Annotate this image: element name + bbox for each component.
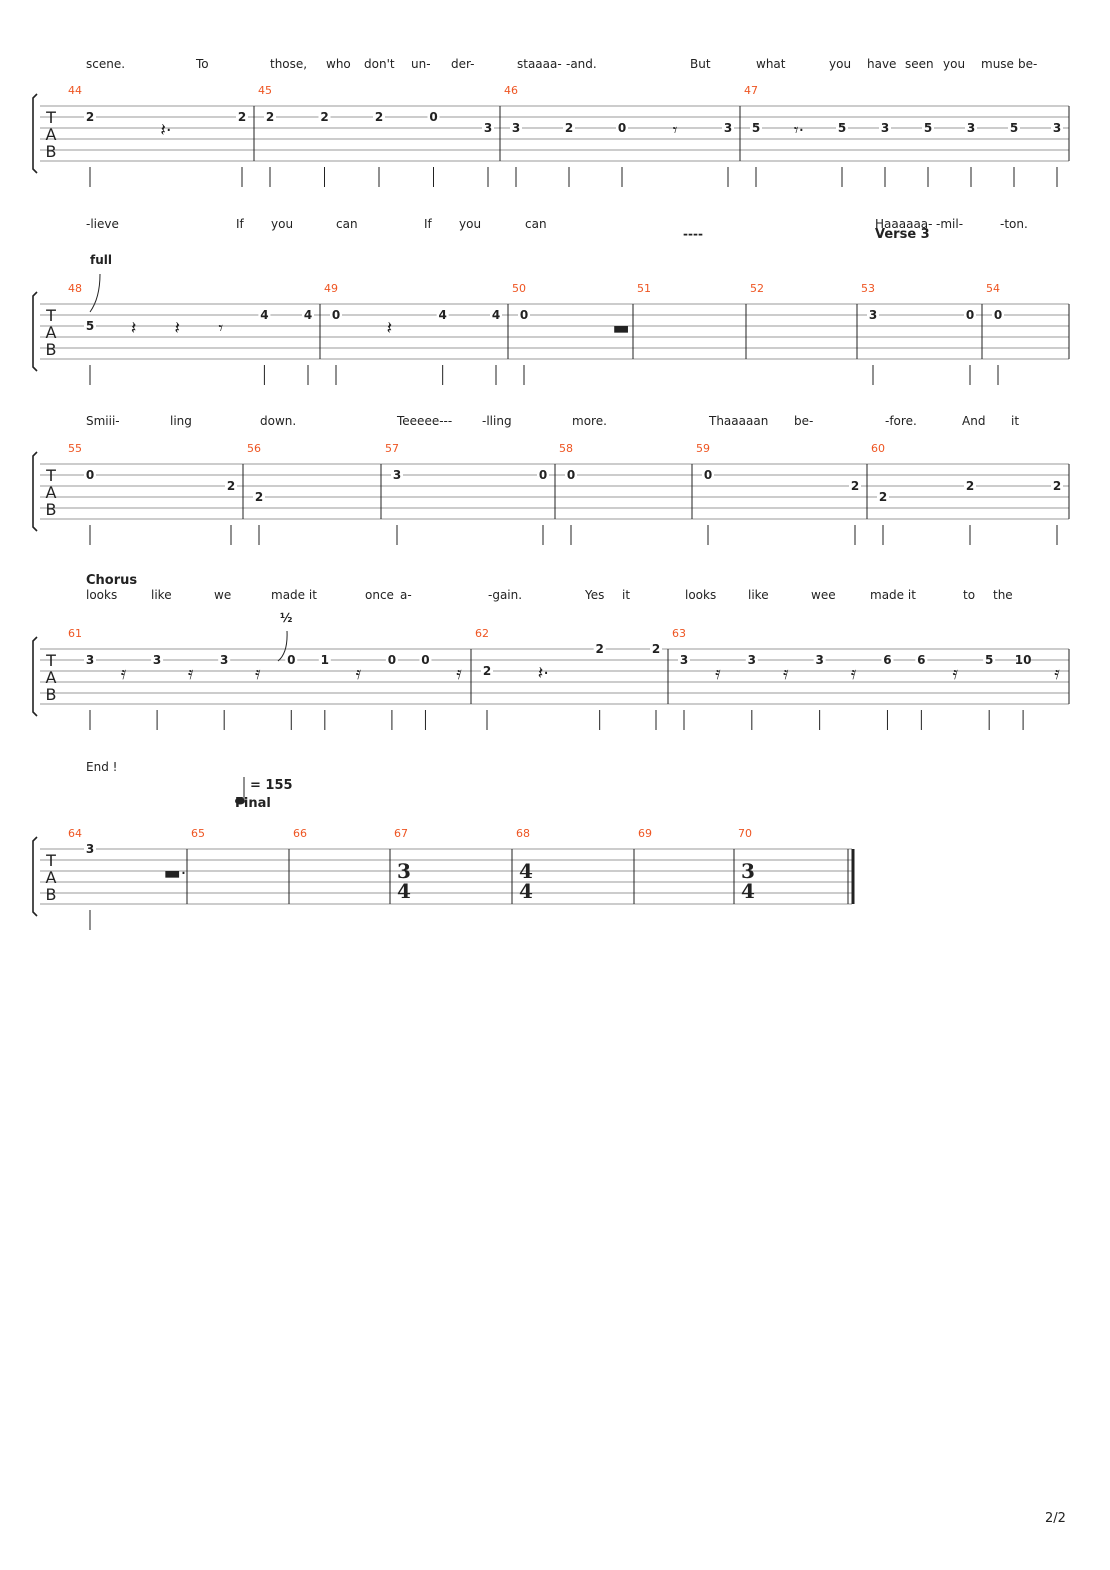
fret-number: 0 xyxy=(331,308,341,322)
fret-number: 2 xyxy=(878,490,888,504)
lyric-syllable: wee xyxy=(811,588,836,602)
lyric-syllable: If xyxy=(424,217,432,231)
lyric-syllable: don't xyxy=(364,57,395,71)
measure-number: 59 xyxy=(696,442,710,455)
measure-number: 44 xyxy=(68,84,82,97)
rest-symbol: ▬ xyxy=(612,318,630,339)
measure-number: 47 xyxy=(744,84,758,97)
lyric-syllable: looks xyxy=(685,588,717,602)
measure-number: 68 xyxy=(516,827,530,840)
lyric-syllable: -and. xyxy=(566,57,597,71)
fret-number: 0 xyxy=(429,110,438,124)
measure-number: 46 xyxy=(504,84,518,97)
time-signature-bottom: 4 xyxy=(397,879,411,903)
measure-number: 49 xyxy=(324,282,338,295)
rest-symbol: 𝄽 xyxy=(174,318,180,339)
rest-symbol: 𝄽· xyxy=(537,663,549,684)
measure-number: 67 xyxy=(394,827,408,840)
bend-label: full xyxy=(90,253,112,267)
staff-bracket xyxy=(33,94,37,173)
rest-symbol: 𝄽· xyxy=(160,120,172,141)
lyric-syllable: But xyxy=(690,57,711,71)
fret-number: 5 xyxy=(923,121,933,135)
fret-number: 4 xyxy=(491,308,501,322)
tab-clef-letter: T xyxy=(46,651,56,670)
fret-number: 3 xyxy=(392,468,402,482)
rest-symbol: 𝄿 xyxy=(1054,663,1060,684)
fret-number: 2 xyxy=(850,479,860,493)
rest-symbol: 𝄾 xyxy=(672,120,678,141)
fret-number: 0 xyxy=(421,653,430,667)
lyric-syllable: staaaa- xyxy=(517,57,562,71)
lyric-syllable: If xyxy=(236,217,244,231)
fret-number: 3 xyxy=(85,842,95,856)
tab-clef-letter: A xyxy=(45,125,57,144)
fret-number: 3 xyxy=(966,121,976,135)
lyric-syllable: you xyxy=(943,57,966,71)
fret-number: 0 xyxy=(85,468,95,482)
rest-symbol: 𝄿 xyxy=(456,663,462,684)
dash-mark: ---- xyxy=(683,227,703,241)
tab-clef-letter: B xyxy=(45,500,57,519)
measure-number: 64 xyxy=(68,827,82,840)
fret-number: 3 xyxy=(483,121,493,135)
fret-number: 2 xyxy=(254,490,264,504)
staff-bracket xyxy=(33,837,37,916)
lyric-syllable: Teeeee--- xyxy=(397,414,453,428)
measure-number: 57 xyxy=(385,442,399,455)
fret-number: 5 xyxy=(837,121,847,135)
section-label: Chorus xyxy=(86,573,138,588)
lyric-syllable: Yes xyxy=(585,588,605,602)
rest-symbol: 𝄿 xyxy=(187,663,194,684)
fret-number: 0 xyxy=(703,468,713,482)
bend-arrow xyxy=(90,274,100,312)
measure-number: 48 xyxy=(68,282,82,295)
fret-number: 2 xyxy=(374,110,384,124)
measure-number: 50 xyxy=(512,282,526,295)
fret-number: 2 xyxy=(237,110,247,124)
rest-symbol: 𝄾· xyxy=(793,120,805,141)
measure-number: 45 xyxy=(258,84,272,97)
fret-number: 0 xyxy=(387,653,397,667)
fret-number: 4 xyxy=(303,308,313,322)
fret-number: 0 xyxy=(287,653,296,667)
fret-number: 5 xyxy=(85,319,95,333)
measure-number: 62 xyxy=(475,627,489,640)
page-number: 2/2 xyxy=(1045,1511,1066,1526)
rest-symbol: 𝄿 xyxy=(254,663,261,684)
lyric-syllable: the xyxy=(993,588,1013,602)
rest-symbol: 𝄾 xyxy=(218,318,224,339)
lyric-syllable: what xyxy=(756,57,786,71)
lyric-syllable: ling xyxy=(170,414,192,428)
measure-number: 56 xyxy=(247,442,261,455)
lyric-syllable: -fore. xyxy=(885,414,917,428)
fret-number: 3 xyxy=(220,653,229,667)
fret-number: 4 xyxy=(438,308,447,322)
fret-number: 5 xyxy=(751,121,761,135)
lyric-syllable: have xyxy=(867,57,897,71)
lyric-syllable: who xyxy=(326,57,351,71)
rest-symbol: 𝄿 xyxy=(850,663,857,684)
lyric-syllable: looks xyxy=(86,588,118,602)
lyric-syllable: seen xyxy=(905,57,934,71)
tab-clef-letter: T xyxy=(46,466,56,485)
fret-number: 5 xyxy=(1009,121,1019,135)
fret-number: 2 xyxy=(226,479,236,493)
measure-number: 53 xyxy=(861,282,875,295)
fret-number: 2 xyxy=(265,110,275,124)
lyric-syllable: it xyxy=(622,588,631,602)
lyric-syllable: be- xyxy=(1018,57,1038,71)
fret-number: 1 xyxy=(320,653,329,667)
measure-number: 63 xyxy=(672,627,686,640)
measure-number: 70 xyxy=(738,827,752,840)
fret-number: 3 xyxy=(747,653,756,667)
rest-symbol: 𝄿 xyxy=(952,663,959,684)
time-signature-top: 3 xyxy=(741,859,755,883)
lyric-syllable: can xyxy=(336,217,358,231)
fret-number: 0 xyxy=(566,468,576,482)
lyric-syllable: And xyxy=(962,414,986,428)
fret-number: 6 xyxy=(917,653,926,667)
rest-symbol: 𝄿 xyxy=(120,663,127,684)
lyric-syllable: Haaaaaa- xyxy=(875,217,933,231)
lyric-syllable: -gain. xyxy=(488,588,523,602)
fret-number: 3 xyxy=(868,308,878,322)
fret-number: 3 xyxy=(85,653,95,667)
lyric-syllable: you xyxy=(271,217,294,231)
measure-number: 55 xyxy=(68,442,82,455)
rest-symbol: 𝄽 xyxy=(386,318,393,339)
lyric-syllable: To xyxy=(196,57,209,71)
time-signature-top: 4 xyxy=(519,859,533,883)
measure-number: 69 xyxy=(638,827,652,840)
tab-clef-letter: B xyxy=(45,142,57,161)
lyric-syllable: you xyxy=(459,217,482,231)
fret-number: 2 xyxy=(482,664,492,678)
fret-number: 2 xyxy=(595,642,604,656)
lyric-syllable: it xyxy=(1011,414,1020,428)
lyric-syllable: can xyxy=(525,217,547,231)
staff-bracket xyxy=(33,292,37,371)
lyric-syllable: like xyxy=(151,588,172,602)
fret-number: 5 xyxy=(985,653,994,667)
time-signature-bottom: 4 xyxy=(519,879,533,903)
measure-number: 52 xyxy=(750,282,764,295)
measure-number: 51 xyxy=(637,282,651,295)
lyric-syllable: once xyxy=(365,588,394,602)
time-signature-bottom: 4 xyxy=(741,879,755,903)
lyric-syllable: those, xyxy=(270,57,308,71)
fret-number: 3 xyxy=(815,653,824,667)
lyric-syllable: we xyxy=(214,588,232,602)
lyric-syllable: more. xyxy=(572,414,607,428)
rest-symbol: 𝄽 xyxy=(130,318,137,339)
staff-bracket xyxy=(33,637,37,716)
fret-number: 0 xyxy=(538,468,548,482)
lyric-syllable: down. xyxy=(260,414,297,428)
fret-number: 2 xyxy=(1052,479,1062,493)
fret-number: 3 xyxy=(880,121,890,135)
tab-clef-letter: B xyxy=(45,685,57,704)
fret-number: 6 xyxy=(883,653,892,667)
fret-number: 3 xyxy=(723,121,733,135)
bend-label: ½ xyxy=(280,611,293,625)
measure-number: 60 xyxy=(871,442,885,455)
fret-number: 0 xyxy=(965,308,975,322)
fret-number: 3 xyxy=(1052,121,1062,135)
lyric-syllable: End ! xyxy=(86,760,118,774)
fret-number: 2 xyxy=(564,121,574,135)
lyric-syllable: you xyxy=(829,57,852,71)
tab-clef-letter: T xyxy=(46,851,56,870)
lyric-syllable: -lling xyxy=(482,414,512,428)
tab-clef-letter: T xyxy=(46,108,56,127)
fret-number: 0 xyxy=(993,308,1003,322)
fret-number: 0 xyxy=(617,121,627,135)
lyric-syllable: a- xyxy=(400,588,412,602)
lyric-syllable: Smiii- xyxy=(86,414,120,428)
lyric-syllable: to xyxy=(963,588,976,602)
tab-clef-letter: B xyxy=(45,885,57,904)
fret-number: 3 xyxy=(679,653,689,667)
measure-number: 61 xyxy=(68,627,82,640)
lyric-syllable: -lieve xyxy=(86,217,119,231)
tempo-marking: = 155 xyxy=(250,778,293,793)
lyric-syllable: Thaaaaan xyxy=(709,414,769,428)
tab-clef-letter: A xyxy=(45,668,57,687)
lyric-syllable: made it xyxy=(271,588,317,602)
rest-symbol: 𝄿 xyxy=(782,663,789,684)
lyric-syllable: der- xyxy=(451,57,475,71)
fret-number: 10 xyxy=(1014,653,1032,667)
fret-number: 3 xyxy=(152,653,162,667)
measure-number: 54 xyxy=(986,282,1000,295)
fret-number: 2 xyxy=(320,110,329,124)
fret-number: 0 xyxy=(519,308,529,322)
tab-clef-letter: A xyxy=(45,483,57,502)
section-label: Verse 3 xyxy=(875,227,930,242)
tab-clef-letter: B xyxy=(45,340,57,359)
lyric-syllable: be- xyxy=(794,414,814,428)
tab-clef-letter: A xyxy=(45,323,57,342)
measure-number: 65 xyxy=(191,827,205,840)
fret-number: 3 xyxy=(511,121,521,135)
tab-clef-letter: A xyxy=(45,868,57,887)
measure-number: 58 xyxy=(559,442,573,455)
fret-number: 2 xyxy=(651,642,661,656)
fret-number: 2 xyxy=(965,479,975,493)
lyric-syllable: like xyxy=(748,588,769,602)
rest-symbol: 𝄿 xyxy=(355,663,362,684)
rest-symbol: ▬· xyxy=(163,863,187,884)
lyric-syllable: scene. xyxy=(86,57,126,71)
tempo-label: Final xyxy=(235,796,271,811)
tab-clef-letter: T xyxy=(46,306,56,325)
fret-number: 2 xyxy=(85,110,95,124)
fret-number: 4 xyxy=(260,308,269,322)
lyric-syllable: -ton. xyxy=(1000,217,1028,231)
lyric-syllable: -mil- xyxy=(936,217,964,231)
staff-bracket xyxy=(33,452,37,531)
lyric-syllable: un- xyxy=(411,57,431,71)
measure-number: 66 xyxy=(293,827,307,840)
lyric-syllable: muse xyxy=(981,57,1014,71)
lyric-syllable: made it xyxy=(870,588,916,602)
rest-symbol: 𝄿 xyxy=(715,663,721,684)
time-signature-top: 3 xyxy=(397,859,411,883)
